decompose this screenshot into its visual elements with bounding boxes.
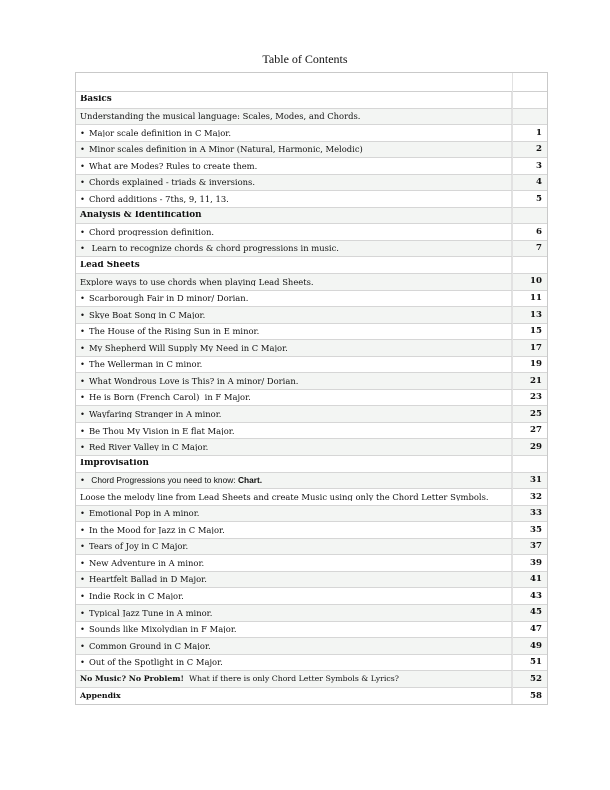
toc-entry[interactable] <box>76 439 547 456</box>
bullet-icon: • <box>80 476 85 485</box>
toc-page-number: 3 <box>511 158 547 174</box>
bullet-icon: • <box>80 244 85 253</box>
bullet-icon: • <box>80 360 85 369</box>
toc-entry[interactable] <box>76 588 547 605</box>
toc-entry-label <box>76 393 511 401</box>
toc-page-number: 19 <box>511 357 547 373</box>
toc-page-number: 4 <box>511 175 547 191</box>
toc-entry-text: Heartfelt Ballad in D Major. <box>88 575 207 584</box>
toc-entry[interactable] <box>76 390 547 407</box>
toc-page-number: 51 <box>511 655 547 671</box>
toc-page-number: 17 <box>511 340 547 356</box>
toc-entry[interactable] <box>76 175 547 192</box>
toc-entry-label <box>76 294 511 302</box>
toc-entry-text: Be Thou My Vision in E flat Major. <box>88 426 235 435</box>
toc-page-number: 39 <box>511 555 547 571</box>
toc-entry[interactable] <box>76 489 547 506</box>
toc-entry[interactable] <box>76 605 547 622</box>
toc-section-heading <box>76 456 547 473</box>
bullet-icon: • <box>80 227 85 237</box>
toc-entry-label <box>76 145 511 153</box>
toc-entry[interactable] <box>76 142 547 159</box>
toc-entry[interactable] <box>76 357 547 374</box>
toc-page-number: 1 <box>511 125 547 141</box>
bullet-icon: • <box>80 145 85 154</box>
bullet-icon: • <box>80 194 85 204</box>
toc-entry-text: Loose the melody line from Lead Sheets and create Music using only the Chord Letter Symbols. <box>80 492 489 502</box>
bullet-icon: • <box>80 161 85 171</box>
toc-entry[interactable] <box>76 324 547 341</box>
toc-entry[interactable] <box>76 307 547 324</box>
bullet-icon: • <box>80 558 85 568</box>
toc-entry-text: Tears of Joy in C Major. <box>88 542 189 551</box>
toc-entry-label <box>76 112 511 120</box>
bullet-icon: • <box>80 608 85 617</box>
bullet-icon: • <box>80 178 85 187</box>
toc-entry-label <box>76 211 511 220</box>
toc-entry-text: In the Mood for Jazz in C Major. <box>88 525 225 535</box>
bullet-icon: • <box>80 310 85 320</box>
toc-entry[interactable] <box>76 406 547 423</box>
toc-entry-label <box>76 609 511 617</box>
toc-entry-label <box>76 658 511 666</box>
toc-section-heading <box>76 208 547 225</box>
toc-page-number: 49 <box>511 638 547 654</box>
toc-entry-text: The Wellerman in C minor. <box>88 360 203 369</box>
toc-entry-label <box>76 675 511 683</box>
toc-entry-text: Major scale definition in C Major. <box>88 128 231 138</box>
toc-page-number: 2 <box>511 142 547 158</box>
bullet-icon: • <box>80 542 85 551</box>
toc-entry[interactable] <box>76 688 547 705</box>
toc-page-number: 6 <box>511 224 547 240</box>
toc-entry-label <box>76 575 511 583</box>
toc-page-number: 15 <box>511 324 547 340</box>
toc-entry-text: What are Modes? Rules to create them. <box>88 161 258 171</box>
toc-entry-label <box>76 542 511 550</box>
toc-page-number <box>511 92 547 108</box>
toc-page-number: 7 <box>511 241 547 257</box>
toc-entry[interactable] <box>76 638 547 655</box>
toc-entry-text: My Shepherd Will Supply My Need in C Major. <box>88 343 288 353</box>
toc-entry-text: New Adventure in A minor. <box>88 558 205 568</box>
page-title: Table of Contents <box>262 52 348 66</box>
toc-page-number: 37 <box>511 539 547 555</box>
bullet-icon: • <box>80 426 85 435</box>
toc-entry-text: The House of the Rising Sun in E minor. <box>88 327 260 336</box>
toc-entry-label <box>76 459 511 468</box>
toc-entry-label <box>76 178 511 186</box>
toc-rows <box>76 92 547 704</box>
toc-entry-text: Minor scales definition in A Minor (Natural, Harmonic, Melodic) <box>88 145 363 154</box>
toc-entry[interactable] <box>76 423 547 440</box>
bullet-icon: • <box>80 509 85 518</box>
toc-entry-label <box>76 410 511 418</box>
toc-entry-label <box>76 493 511 501</box>
toc-entry[interactable] <box>76 506 547 523</box>
toc-entry[interactable] <box>76 622 547 639</box>
bullet-icon: • <box>80 393 85 402</box>
toc-entry-text: Sounds like Mixolydian in F Major. <box>88 625 237 634</box>
toc-entry[interactable] <box>76 109 547 126</box>
toc-entry-text: Chord progression definition. <box>88 227 215 237</box>
toc-page-number: 11 <box>511 291 547 307</box>
toc-section-heading <box>76 92 547 109</box>
toc-section-heading <box>76 257 547 274</box>
toc-entry-label <box>76 509 511 517</box>
toc-entry-text: What if there is only Chord Letter Symbols & Lyrics? <box>183 675 399 683</box>
toc-entry-label <box>76 261 511 270</box>
toc-entry-text: Scarborough Fair in D minor/ Dorian. <box>88 294 249 303</box>
toc-page-number: 33 <box>511 506 547 522</box>
toc-entry[interactable] <box>76 373 547 390</box>
toc-table <box>75 72 548 705</box>
toc-entry-text: Typical Jazz Tune in A minor. <box>88 608 213 617</box>
toc-entry-bold-label: No Music? No Problem! <box>80 675 184 683</box>
toc-entry-label <box>76 692 511 700</box>
toc-entry[interactable] <box>76 671 547 688</box>
toc-entry-label <box>76 642 511 650</box>
toc-entry-text: He is Born (French Carol) in F Major. <box>88 393 251 402</box>
toc-entry[interactable] <box>76 291 547 308</box>
toc-entry-text: Lead Sheets <box>80 260 140 270</box>
toc-entry-text: Analysis & Identification <box>80 211 202 220</box>
toc-entry[interactable] <box>76 191 547 208</box>
toc-page-number: 21 <box>511 373 547 389</box>
toc-entry-text: Basics <box>80 95 112 105</box>
toc-page-number: 31 <box>511 473 547 489</box>
toc-entry[interactable] <box>76 539 547 556</box>
toc-entry-text: Improvisation <box>80 459 149 469</box>
toc-header-row <box>76 73 547 92</box>
toc-page-number: 47 <box>511 622 547 638</box>
bullet-icon: • <box>80 591 85 601</box>
toc-page-number: 25 <box>511 406 547 422</box>
toc-page-number: 13 <box>511 307 547 323</box>
toc-entry[interactable] <box>76 340 547 357</box>
toc-page-number: 41 <box>511 572 547 588</box>
toc-entry-label <box>76 526 511 534</box>
toc-page-number: 27 <box>511 423 547 439</box>
toc-page-number: 32 <box>511 489 547 505</box>
bullet-icon: • <box>80 409 85 419</box>
toc-entry-label <box>76 344 511 352</box>
toc-entry[interactable] <box>76 473 547 490</box>
toc-entry-label <box>76 327 511 335</box>
toc-entry-text: What Wondrous Love is This? in A minor/ Dorian. <box>88 376 299 386</box>
bullet-icon: • <box>80 575 85 584</box>
toc-entry-bold-label: Appendix <box>80 692 121 700</box>
toc-entry-text: Common Ground in C Major. <box>88 641 211 651</box>
bullet-icon: • <box>80 443 85 452</box>
toc-entry-text: Chords explained - triads & inversions. <box>88 178 255 187</box>
toc-entry-text: Learn to recognize chords & chord progressions in music. <box>88 244 339 253</box>
toc-entry[interactable] <box>76 522 547 539</box>
toc-entry-label <box>76 95 511 104</box>
toc-entry-label <box>76 559 511 567</box>
toc-entry-label <box>76 228 511 236</box>
toc-entry-label <box>76 377 511 385</box>
toc-entry-label <box>76 162 511 170</box>
toc-page-number: 35 <box>511 522 547 538</box>
toc-entry-text: Out of the Spotlight in C Major. <box>88 658 223 667</box>
toc-page-number: 43 <box>511 588 547 604</box>
toc-page-number: 52 <box>511 671 547 687</box>
toc-entry-text: Understanding the musical language: Scales, Modes, and Chords. <box>80 112 361 121</box>
toc-page-number <box>511 109 547 125</box>
toc-entry[interactable] <box>76 125 547 142</box>
toc-entry-text: Chord Progressions you need to know: <box>88 476 238 485</box>
toc-entry-label <box>76 427 511 435</box>
toc-page-number: 23 <box>511 390 547 406</box>
toc-entry-label <box>76 360 511 368</box>
toc-entry[interactable] <box>76 655 547 672</box>
toc-page-number: 5 <box>511 191 547 207</box>
toc-entry-label <box>76 195 511 203</box>
toc-entry[interactable] <box>76 158 547 175</box>
toc-entry-text: Skye Boat Song in C Major. <box>88 310 206 320</box>
bullet-icon: • <box>80 327 85 336</box>
toc-entry-label <box>76 311 511 319</box>
toc-entry[interactable] <box>76 274 547 291</box>
toc-entry[interactable] <box>76 241 547 258</box>
toc-entry-label <box>76 443 511 451</box>
chart-link[interactable]: Chart. <box>237 476 263 485</box>
toc-page-number: 45 <box>511 605 547 621</box>
column-divider <box>512 73 513 704</box>
toc-page-number: 10 <box>511 274 547 290</box>
toc-entry-text: Red River Valley in C Major. <box>88 443 209 452</box>
toc-entry-text: Explore ways to use chords when playing Lead Sheets. <box>80 277 314 286</box>
bullet-icon: • <box>80 343 85 353</box>
bullet-icon: • <box>80 625 85 634</box>
toc-entry-label <box>76 278 511 286</box>
toc-entry[interactable] <box>76 224 547 241</box>
bullet-icon: • <box>80 128 85 138</box>
bullet-icon: • <box>80 376 85 386</box>
toc-entry-label <box>76 592 511 600</box>
toc-entry-text: Wayfaring Stranger in A minor. <box>88 409 222 419</box>
toc-page-number <box>511 208 547 224</box>
toc-entry-label <box>76 129 511 137</box>
bullet-icon: • <box>80 641 85 651</box>
toc-page-number: 29 <box>511 439 547 455</box>
toc-entry-label <box>76 476 511 484</box>
toc-entry-text: Emotional Pop in A minor. <box>88 509 200 518</box>
toc-entry-label <box>76 625 511 633</box>
toc-page-number <box>511 257 547 273</box>
bullet-icon: • <box>80 294 85 303</box>
toc-entry-label <box>76 244 511 252</box>
toc-page-number: 58 <box>511 688 547 705</box>
toc-entry[interactable] <box>76 572 547 589</box>
toc-entry-text: Indie Rock in C Major. <box>88 591 184 601</box>
bullet-icon: • <box>80 525 85 535</box>
toc-page-number <box>511 456 547 472</box>
bullet-icon: • <box>80 658 85 667</box>
toc-entry[interactable] <box>76 555 547 572</box>
toc-entry-text: Chord additions - 7ths, 9, 11, 13. <box>88 194 229 204</box>
